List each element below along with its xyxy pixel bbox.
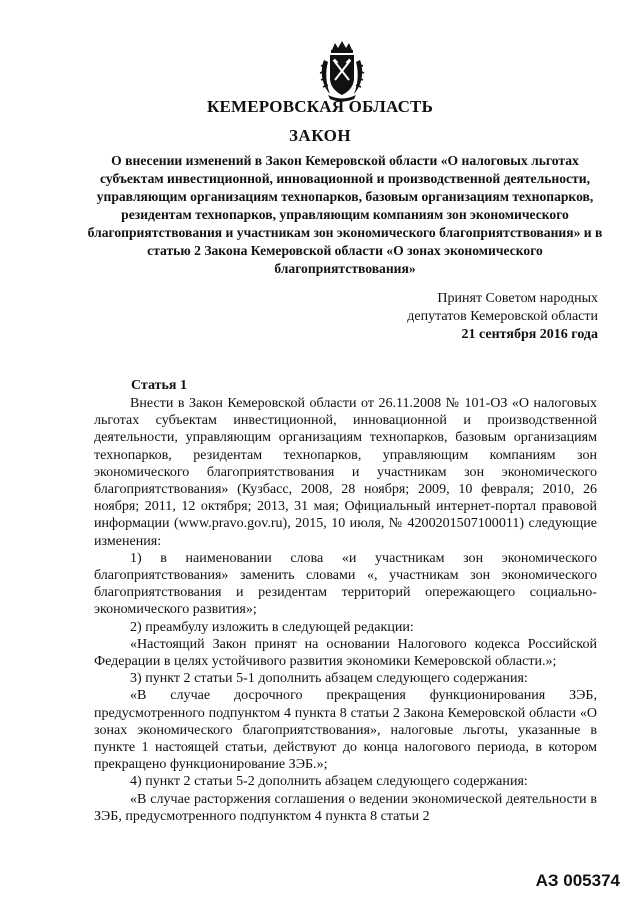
coat-of-arms-icon (318, 40, 366, 102)
article-heading: Статья 1 (131, 378, 187, 393)
article-paragraph: «В случае расторжения соглашения о ведении экономической деятельности в ЗЭБ, предусмотренного подпунктом 4 пункта 8 статьи 2 (94, 790, 597, 824)
adoption-date: 21 сентября 2016 года (461, 327, 598, 342)
article-paragraph: 4) пункт 2 статьи 5-2 дополнить абзацем следующего содержания: (130, 773, 528, 790)
article-paragraph: «Настоящий Закон принят на основании Налогового кодекса Российской Федерации в целях устойчивого развития экономики Кемеровской области.»; (94, 635, 597, 670)
adoption-block (407, 290, 598, 344)
article-paragraph: 1) в наименовании слова «и участникам зон экономического благоприятствования» заменить словами «, участникам зон экономического благоприятствования и резидентам территорий опережающего социально-экономического развития»; (94, 549, 597, 618)
law-title: О внесении изменений в Закон Кемеровской области «О налоговых льготах субъектам инвестиционной, инновационной и производственной деятельности, управляющим организациям технопарков, базовым организациям технопарков, резидентам технопарков, управляющим компаниям зон экономического благоприятствования и участникам зон экономического благоприятствования» и в статью 2 Закона Кемеровской области «О зонах экономического благоприятствования» (87, 153, 603, 276)
article-paragraph: Внести в Закон Кемеровской области от 26.11.2008 № 101-ОЗ «О налоговых льготах субъектам инвестиционной, инновационной и производственной деятельности, управляющим организациям технопарков, базовым организациям технопарков, резидентам технопарков, управляющим компаниям зон экономического благоприятствования и участникам зон экономического благоприятствования» (Кузбасс, 2008, 28 ноября; 2009, 10 февраля; 2010, 26 ноября; 2011, 12 октября; 2013, 31 мая; Официальный интернет-портал правовой информации (www.pravo.gov.ru), 2015, 10 июля, № 4200201507100011) следующие изменения: (94, 395, 597, 549)
serial-number: АЗ 005374 (535, 871, 620, 890)
region-name: КЕМЕРОВСКАЯ ОБЛАСТЬ (206, 97, 434, 116)
document-type: ЗАКОН (288, 126, 352, 145)
adoption-line-2: депутатов Кемеровской области (407, 309, 598, 324)
article-paragraph: 2) преамбулу изложить в следующей редакции: (130, 618, 414, 635)
article-paragraph: «В случае досрочного прекращения функционирования ЗЭБ, предусмотренного подпунктом 4 пункта 8 статьи 2 Закона Кемеровской области «О зонах экономического благоприятствования», налоговые льготы, указанные в пункте 1 настоящей статьи, действуют до конца налогового периода, в котором прекращено функционирование ЗЭБ.»; (94, 687, 597, 773)
article-paragraph: 3) пункт 2 статьи 5-1 дополнить абзацем следующего содержания: (130, 670, 528, 687)
article-body (94, 395, 597, 825)
adoption-line-1: Принят Советом народных (437, 291, 598, 306)
